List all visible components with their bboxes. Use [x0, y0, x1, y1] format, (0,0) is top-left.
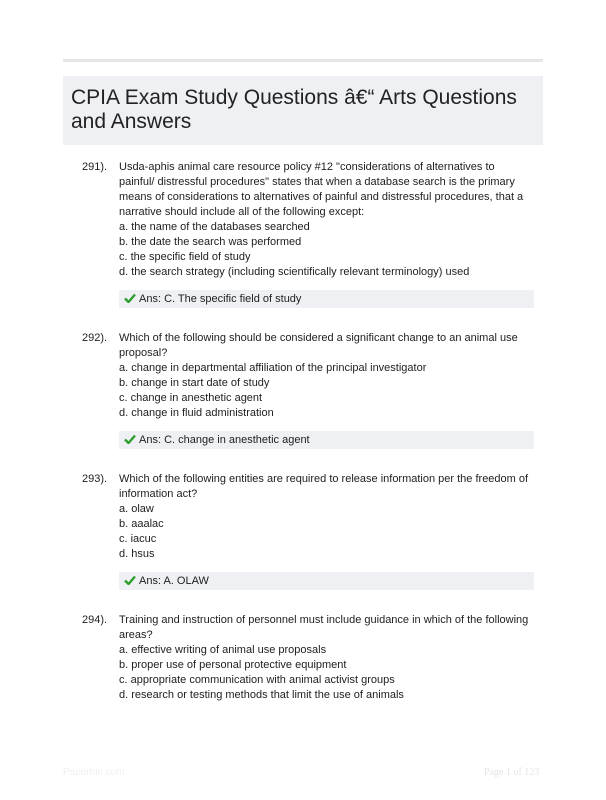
option-b: b. aaalac [119, 518, 164, 530]
option-d: d. change in fluid administration [119, 407, 274, 419]
question-body [119, 331, 529, 421]
option-c: c. change in anesthetic agent [119, 392, 263, 404]
title-banner [63, 76, 543, 145]
answer-box [119, 431, 534, 449]
question-number: 291). [82, 161, 108, 173]
option-d: d. hsus [119, 548, 155, 560]
option-a: a. the name of the databases searched [119, 221, 310, 233]
question-293 [0, 472, 606, 590]
answer-box [119, 572, 534, 590]
footer-watermark: Paperbin.com [63, 767, 125, 778]
option-b: b. change in start date of study [119, 377, 270, 389]
answer-text: Ans: C. The specific field of study [139, 293, 302, 305]
question-number: 292). [82, 332, 108, 344]
question-body [119, 613, 529, 703]
option-c: c. the specific field of study [119, 251, 251, 263]
answer-box [119, 290, 534, 308]
question-number: 293). [82, 473, 108, 485]
question-text: Training and instruction of personnel must include guidance in which of the following areas? [119, 614, 529, 641]
checkmark-icon [124, 434, 136, 444]
option-d: d. research or testing methods that limit the use of animals [119, 689, 404, 701]
question-text: Which of the following entities are required to release information per the freedom of information act? [119, 473, 529, 500]
option-c: c. iacuc [119, 533, 157, 545]
page-title: CPIA Exam Study Questions â€“ Arts Questions and Answers [71, 86, 517, 133]
checkmark-icon [124, 293, 136, 303]
answer-text: Ans: A. OLAW [139, 575, 209, 587]
question-text: Usda-aphis animal care resource policy #12 "considerations of alternatives to painful/ distressful procedures" states that when a database search is the primary means of considerations to alternatives of painful and distressful procedures, that a narrative should include all of the following except: [119, 161, 524, 218]
question-body [119, 160, 529, 280]
option-b: b. the date the search was performed [119, 236, 302, 248]
top-divider [63, 59, 543, 62]
question-text: Which of the following should be considered a significant change to an animal use proposal? [119, 332, 518, 359]
question-291 [0, 160, 606, 308]
option-b: b. proper use of personal protective equipment [119, 659, 347, 671]
question-number: 294). [82, 614, 108, 626]
option-c: c. appropriate communication with animal activist groups [119, 674, 395, 686]
option-a: a. change in departmental affiliation of the principal investigator [119, 362, 427, 374]
checkmark-icon [124, 575, 136, 585]
page-number: Page 1 of 123 [484, 767, 540, 778]
question-292 [0, 331, 606, 449]
question-list [0, 160, 606, 726]
question-body [119, 472, 529, 562]
answer-text: Ans: C. change in anesthetic agent [139, 434, 310, 446]
question-294 [0, 613, 606, 703]
option-d: d. the search strategy (including scientifically relevant terminology) used [119, 266, 470, 278]
option-a: a. effective writing of animal use proposals [119, 644, 327, 656]
option-a: a. olaw [119, 503, 154, 515]
